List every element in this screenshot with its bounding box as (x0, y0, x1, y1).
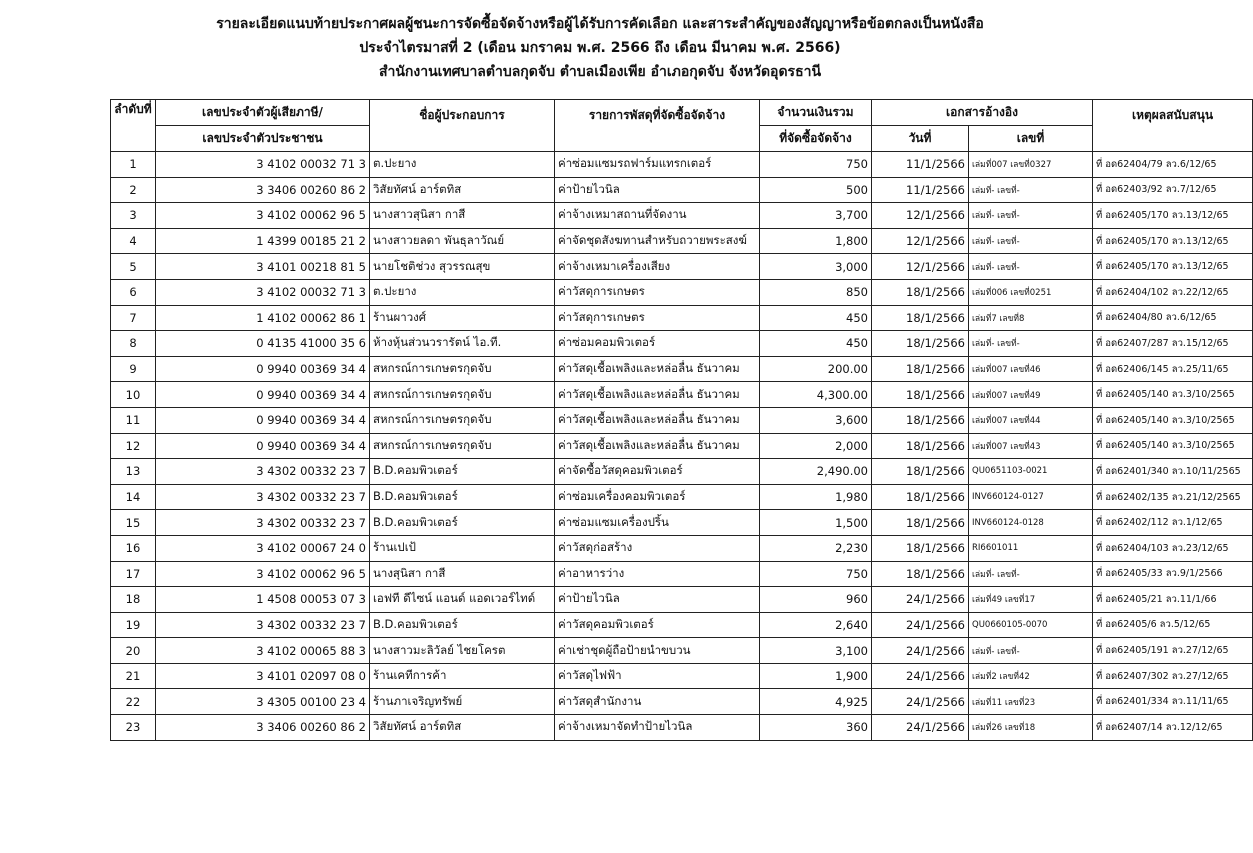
cell-item: ค่าจ้างเหมาเครื่องเสียง (555, 254, 760, 280)
cell-ref-date: 18/1/2566 (872, 279, 969, 305)
table-row (111, 689, 1253, 715)
cell-vendor-name: นางสาวมะลิวัลย์ ไชยโครต (370, 638, 555, 664)
cell-tax-id: 3 4102 00062 96 5 (156, 203, 370, 229)
cell-tax-id: 3 3406 00260 86 2 (156, 177, 370, 203)
cell-amount: 450 (760, 305, 872, 331)
cell-ref-date: 18/1/2566 (872, 484, 969, 510)
cell-ref-no: เล่มที่49 เลขที่17 (969, 587, 1093, 613)
cell-ref-date: 12/1/2566 (872, 228, 969, 254)
cell-ref-no: เล่มที่- เลขที่- (969, 331, 1093, 357)
cell-no: 17 (111, 561, 156, 587)
cell-reason: ที่ อด62401/334 ลว.11/11/65 (1093, 689, 1253, 715)
cell-item: ค่าซ่อมเครื่องคอมพิวเตอร์ (555, 484, 760, 510)
cell-tax-id: 3 4102 00032 71 3 (156, 152, 370, 178)
cell-ref-date: 12/1/2566 (872, 203, 969, 229)
cell-ref-date: 18/1/2566 (872, 356, 969, 382)
cell-vendor-name: นายโชติช่วง สุวรรณสุข (370, 254, 555, 280)
table-row (111, 535, 1253, 561)
cell-vendor-name: B.D.คอมพิวเตอร์ (370, 459, 555, 485)
cell-no: 3 (111, 203, 156, 229)
cell-no: 6 (111, 279, 156, 305)
cell-reason: ที่ อด62405/140 ลว.3/10/2565 (1093, 433, 1253, 459)
cell-item: ค่าวัสดุการเกษตร (555, 279, 760, 305)
table-row (111, 407, 1253, 433)
cell-ref-no: เล่มที่006 เลขที่0251 (969, 279, 1093, 305)
cell-amount: 4,300.00 (760, 382, 872, 408)
cell-ref-no: QU0660105-0070 (969, 612, 1093, 638)
cell-amount: 3,100 (760, 638, 872, 664)
cell-item: ค่าจัดซื้อวัสดุคอมพิวเตอร์ (555, 459, 760, 485)
col-header-reason: เหตุผลสนับสนุน (1093, 100, 1253, 152)
cell-ref-no: เล่มที่007 เลขที่46 (969, 356, 1093, 382)
cell-no: 11 (111, 407, 156, 433)
cell-ref-no: เล่มที่7 เลขที่8 (969, 305, 1093, 331)
cell-ref-date: 18/1/2566 (872, 382, 969, 408)
cell-amount: 500 (760, 177, 872, 203)
cell-item: ค่าซ่อมแซมเครื่องปริ้น (555, 510, 760, 536)
cell-tax-id: 1 4508 00053 07 3 (156, 587, 370, 613)
cell-tax-id: 3 4102 00067 24 0 (156, 535, 370, 561)
cell-amount: 750 (760, 152, 872, 178)
table-row (111, 459, 1253, 485)
cell-ref-no: เล่มที่- เลขที่- (969, 177, 1093, 203)
cell-ref-no: RI6601011 (969, 535, 1093, 561)
cell-vendor-name: ต.ปะยาง (370, 279, 555, 305)
cell-no: 13 (111, 459, 156, 485)
cell-ref-no: เล่มที่007 เลขที่0327 (969, 152, 1093, 178)
cell-reason: ที่ อด62404/103 ลว.23/12/65 (1093, 535, 1253, 561)
cell-ref-no: เล่มที่007 เลขที่43 (969, 433, 1093, 459)
col-header-amount-top: จำนวนเงินรวม (760, 100, 872, 126)
cell-ref-date: 24/1/2566 (872, 612, 969, 638)
document-heading (0, 14, 1200, 86)
cell-no: 21 (111, 663, 156, 689)
cell-ref-date: 24/1/2566 (872, 689, 969, 715)
cell-reason: ที่ อด62402/112 ลว.1/12/65 (1093, 510, 1253, 536)
cell-no: 4 (111, 228, 156, 254)
cell-amount: 360 (760, 715, 872, 741)
cell-ref-no: เล่มที่- เลขที่- (969, 203, 1093, 229)
cell-reason: ที่ อด62405/140 ลว.3/10/2565 (1093, 407, 1253, 433)
cell-reason: ที่ อด62405/6 ลว.5/12/65 (1093, 612, 1253, 638)
cell-ref-date: 18/1/2566 (872, 459, 969, 485)
cell-no: 20 (111, 638, 156, 664)
cell-tax-id: 3 4102 00062 96 5 (156, 561, 370, 587)
cell-amount: 3,700 (760, 203, 872, 229)
cell-ref-no: เล่มที่26 เลขที่18 (969, 715, 1093, 741)
heading-line-3: สำนักงานเทศบาลตำบลกุดจับ ตำบลเมืองเพีย อำเภอกุดจับ จังหวัดอุดรธานี (378, 64, 822, 80)
cell-vendor-name: สหกรณ์การเกษตรกุดจับ (370, 407, 555, 433)
cell-ref-no: QU0651103-0021 (969, 459, 1093, 485)
cell-reason: ที่ อด62405/170 ลว.13/12/65 (1093, 228, 1253, 254)
col-header-ref: เอกสารอ้างอิง (872, 100, 1093, 126)
table-row (111, 663, 1253, 689)
cell-tax-id: 0 9940 00369 34 4 (156, 382, 370, 408)
cell-reason: ที่ อด62405/33 ลว.9/1/2566 (1093, 561, 1253, 587)
cell-no: 9 (111, 356, 156, 382)
table-row (111, 279, 1253, 305)
cell-item: ค่าวัสดุไฟฟ้า (555, 663, 760, 689)
table-row (111, 382, 1253, 408)
cell-amount: 4,925 (760, 689, 872, 715)
cell-vendor-name: สหกรณ์การเกษตรกุดจับ (370, 356, 555, 382)
table-row (111, 177, 1253, 203)
cell-tax-id: 3 4302 00332 23 7 (156, 510, 370, 536)
cell-item: ค่าเช่าชุดผู้ถือป้ายนำขบวน (555, 638, 760, 664)
table-body (111, 152, 1253, 741)
cell-no: 18 (111, 587, 156, 613)
table-row (111, 561, 1253, 587)
cell-tax-id: 3 3406 00260 86 2 (156, 715, 370, 741)
cell-no: 16 (111, 535, 156, 561)
cell-vendor-name: นางสาวยลดา พันธุลาวัณย์ (370, 228, 555, 254)
cell-item: ค่าวัสดุเชื้อเพลิงและหล่อลื่น ธันวาคม (555, 356, 760, 382)
cell-no: 22 (111, 689, 156, 715)
cell-tax-id: 0 4135 41000 35 6 (156, 331, 370, 357)
cell-tax-id: 3 4101 02097 08 0 (156, 663, 370, 689)
procurement-table (110, 99, 1253, 741)
cell-amount: 200.00 (760, 356, 872, 382)
cell-item: ค่าจ้างเหมาสถานที่จัดงาน (555, 203, 760, 229)
col-header-amount-bottom: ที่จัดซื้อจัดจ้าง (760, 126, 872, 152)
table-row (111, 331, 1253, 357)
cell-ref-date: 18/1/2566 (872, 433, 969, 459)
cell-tax-id: 3 4102 00032 71 3 (156, 279, 370, 305)
heading-line-2: ประจำไตรมาสที่ 2 (เดือน มกราคม พ.ศ. 2566 ถึง เดือน มีนาคม พ.ศ. 2566) (359, 40, 841, 56)
cell-no: 5 (111, 254, 156, 280)
cell-tax-id: 0 9940 00369 34 4 (156, 433, 370, 459)
cell-no: 2 (111, 177, 156, 203)
cell-ref-date: 24/1/2566 (872, 638, 969, 664)
cell-ref-no: เล่มที่007 เลขที่49 (969, 382, 1093, 408)
cell-amount: 1,500 (760, 510, 872, 536)
cell-reason: ที่ อด62407/302 ลว.27/12/65 (1093, 663, 1253, 689)
cell-tax-id: 0 9940 00369 34 4 (156, 356, 370, 382)
cell-tax-id: 3 4305 00100 23 4 (156, 689, 370, 715)
cell-item: ค่าวัสดุการเกษตร (555, 305, 760, 331)
cell-ref-date: 18/1/2566 (872, 561, 969, 587)
table-row (111, 305, 1253, 331)
cell-amount: 450 (760, 331, 872, 357)
cell-item: ค่าอาหารว่าง (555, 561, 760, 587)
table-row (111, 254, 1253, 280)
cell-ref-no: เล่มที่11 เลขที่23 (969, 689, 1093, 715)
cell-no: 1 (111, 152, 156, 178)
table-row (111, 484, 1253, 510)
cell-vendor-name: วิสัยทัศน์ อาร์ตทิส (370, 715, 555, 741)
cell-reason: ที่ อด62407/287 ลว.15/12/65 (1093, 331, 1253, 357)
cell-tax-id: 1 4102 00062 86 1 (156, 305, 370, 331)
cell-reason: ที่ อด62405/170 ลว.13/12/65 (1093, 203, 1253, 229)
cell-tax-id: 0 9940 00369 34 4 (156, 407, 370, 433)
cell-reason: ที่ อด62405/191 ลว.27/12/65 (1093, 638, 1253, 664)
cell-tax-id: 3 4101 00218 81 5 (156, 254, 370, 280)
cell-reason: ที่ อด62404/80 ลว.6/12/65 (1093, 305, 1253, 331)
cell-no: 23 (111, 715, 156, 741)
cell-ref-no: เล่มที่- เลขที่- (969, 561, 1093, 587)
col-header-item: รายการพัสดุที่จัดซื้อจัดจ้าง (555, 100, 760, 152)
cell-item: ค่าวัสดุสำนักงาน (555, 689, 760, 715)
cell-amount: 850 (760, 279, 872, 305)
cell-reason: ที่ อด62405/140 ลว.3/10/2565 (1093, 382, 1253, 408)
cell-reason: ที่ อด62405/21 ลว.11/1/66 (1093, 587, 1253, 613)
cell-amount: 2,640 (760, 612, 872, 638)
cell-reason: ที่ อด62407/14 ลว.12/12/65 (1093, 715, 1253, 741)
cell-ref-date: 24/1/2566 (872, 587, 969, 613)
cell-reason: ที่ อด62403/92 ลว.7/12/65 (1093, 177, 1253, 203)
cell-no: 15 (111, 510, 156, 536)
table-row (111, 203, 1253, 229)
cell-vendor-name: นางสาวสุนิสา กาสี (370, 203, 555, 229)
cell-ref-no: เล่มที่- เลขที่- (969, 638, 1093, 664)
cell-reason: ที่ อด62404/102 ลว.22/12/65 (1093, 279, 1253, 305)
col-header-ref-date: วันที่ (872, 126, 969, 152)
cell-amount: 1,900 (760, 663, 872, 689)
cell-ref-no: เล่มที่- เลขที่- (969, 254, 1093, 280)
cell-vendor-name: เอฟที ดีไซน์ แอนด์ แอดเวอร์ไทด์ (370, 587, 555, 613)
cell-item: ค่าป้ายไวนิล (555, 587, 760, 613)
cell-ref-no: เล่มที่2 เลขที่42 (969, 663, 1093, 689)
cell-ref-date: 11/1/2566 (872, 152, 969, 178)
cell-amount: 2,000 (760, 433, 872, 459)
table-row (111, 433, 1253, 459)
cell-vendor-name: ห้างหุ้นส่วนวรารัตน์ ไอ.ที. (370, 331, 555, 357)
cell-item: ค่าจัดชุดสังฆทานสำหรับถวายพระสงฆ์ (555, 228, 760, 254)
cell-no: 14 (111, 484, 156, 510)
cell-ref-date: 18/1/2566 (872, 510, 969, 536)
cell-ref-date: 11/1/2566 (872, 177, 969, 203)
cell-vendor-name: ร้านเปเป้ (370, 535, 555, 561)
table-row (111, 587, 1253, 613)
cell-tax-id: 3 4302 00332 23 7 (156, 459, 370, 485)
table-row (111, 715, 1253, 741)
cell-item: ค่าวัสดุคอมพิวเตอร์ (555, 612, 760, 638)
table-header (111, 100, 1253, 152)
cell-tax-id: 3 4302 00332 23 7 (156, 612, 370, 638)
heading-line-1: รายละเอียดแนบท้ายประกาศผลผู้ชนะการจัดซื้อจัดจ้างหรือผู้ได้รับการคัดเลือก และสาระสำคัญของสัญญาหรือข้อตกลงเป็นหนังสือ (216, 16, 984, 32)
cell-amount: 3,600 (760, 407, 872, 433)
col-header-name: ชื่อผู้ประกอบการ (370, 100, 555, 152)
col-header-tax-id-bottom: เลขประจำตัวประชาชน (156, 126, 370, 152)
col-header-ref-no: เลขที่ (969, 126, 1093, 152)
cell-item: ค่าจ้างเหมาจัดทำป้ายไวนิล (555, 715, 760, 741)
cell-item: ค่าวัสดุเชื้อเพลิงและหล่อลื่น ธันวาคม (555, 382, 760, 408)
cell-vendor-name: ต.ปะยาง (370, 152, 555, 178)
cell-vendor-name: สหกรณ์การเกษตรกุดจับ (370, 382, 555, 408)
cell-tax-id: 1 4399 00185 21 2 (156, 228, 370, 254)
cell-item: ค่าซ่อมคอมพิวเตอร์ (555, 331, 760, 357)
table-row (111, 228, 1253, 254)
cell-ref-no: เล่มที่- เลขที่- (969, 228, 1093, 254)
col-header-tax-id-top: เลขประจำตัวผู้เสียภาษี/ (156, 100, 370, 126)
cell-no: 10 (111, 382, 156, 408)
cell-reason: ที่ อด62404/79 ลว.6/12/65 (1093, 152, 1253, 178)
table-row (111, 152, 1253, 178)
cell-amount: 960 (760, 587, 872, 613)
cell-item: ค่าป้ายไวนิล (555, 177, 760, 203)
cell-amount: 1,800 (760, 228, 872, 254)
cell-ref-date: 18/1/2566 (872, 305, 969, 331)
cell-no: 7 (111, 305, 156, 331)
cell-amount: 2,230 (760, 535, 872, 561)
cell-ref-date: 24/1/2566 (872, 663, 969, 689)
cell-tax-id: 3 4102 00065 88 3 (156, 638, 370, 664)
cell-ref-date: 24/1/2566 (872, 715, 969, 741)
cell-vendor-name: วิสัยทัศน์ อาร์ตทิส (370, 177, 555, 203)
cell-ref-date: 18/1/2566 (872, 407, 969, 433)
cell-vendor-name: ร้านภาเจริญทรัพย์ (370, 689, 555, 715)
cell-item: ค่าวัสดุก่อสร้าง (555, 535, 760, 561)
cell-item: ค่าซ่อมแซมรถฟาร์มแทรกเตอร์ (555, 152, 760, 178)
cell-vendor-name: ร้านผาวงศ์ (370, 305, 555, 331)
cell-ref-date: 18/1/2566 (872, 331, 969, 357)
cell-ref-no: INV660124-0128 (969, 510, 1093, 536)
cell-vendor-name: สหกรณ์การเกษตรกุดจับ (370, 433, 555, 459)
cell-reason: ที่ อด62406/145 ลว.25/11/65 (1093, 356, 1253, 382)
cell-reason: ที่ อด62401/340 ลว.10/11/2565 (1093, 459, 1253, 485)
cell-reason: ที่ อด62405/170 ลว.13/12/65 (1093, 254, 1253, 280)
cell-ref-no: เล่มที่007 เลขที่44 (969, 407, 1093, 433)
cell-tax-id: 3 4302 00332 23 7 (156, 484, 370, 510)
cell-vendor-name: นางสุนิสา กาสี (370, 561, 555, 587)
cell-amount: 750 (760, 561, 872, 587)
cell-ref-date: 12/1/2566 (872, 254, 969, 280)
table-row (111, 612, 1253, 638)
cell-no: 8 (111, 331, 156, 357)
table-row (111, 638, 1253, 664)
cell-item: ค่าวัสดุเชื้อเพลิงและหล่อลื่น ธันวาคม (555, 407, 760, 433)
cell-vendor-name: B.D.คอมพิวเตอร์ (370, 484, 555, 510)
cell-amount: 2,490.00 (760, 459, 872, 485)
table-row (111, 510, 1253, 536)
cell-amount: 1,980 (760, 484, 872, 510)
cell-ref-date: 18/1/2566 (872, 535, 969, 561)
col-header-no: ลำดับที่ (111, 100, 156, 152)
cell-vendor-name: B.D.คอมพิวเตอร์ (370, 612, 555, 638)
cell-vendor-name: ร้านเคทีการค้า (370, 663, 555, 689)
cell-ref-no: INV660124-0127 (969, 484, 1093, 510)
table-row (111, 356, 1253, 382)
cell-no: 12 (111, 433, 156, 459)
cell-reason: ที่ อด62402/135 ลว.21/12/2565 (1093, 484, 1253, 510)
cell-vendor-name: B.D.คอมพิวเตอร์ (370, 510, 555, 536)
cell-no: 19 (111, 612, 156, 638)
cell-item: ค่าวัสดุเชื้อเพลิงและหล่อลื่น ธันวาคม (555, 433, 760, 459)
cell-amount: 3,000 (760, 254, 872, 280)
